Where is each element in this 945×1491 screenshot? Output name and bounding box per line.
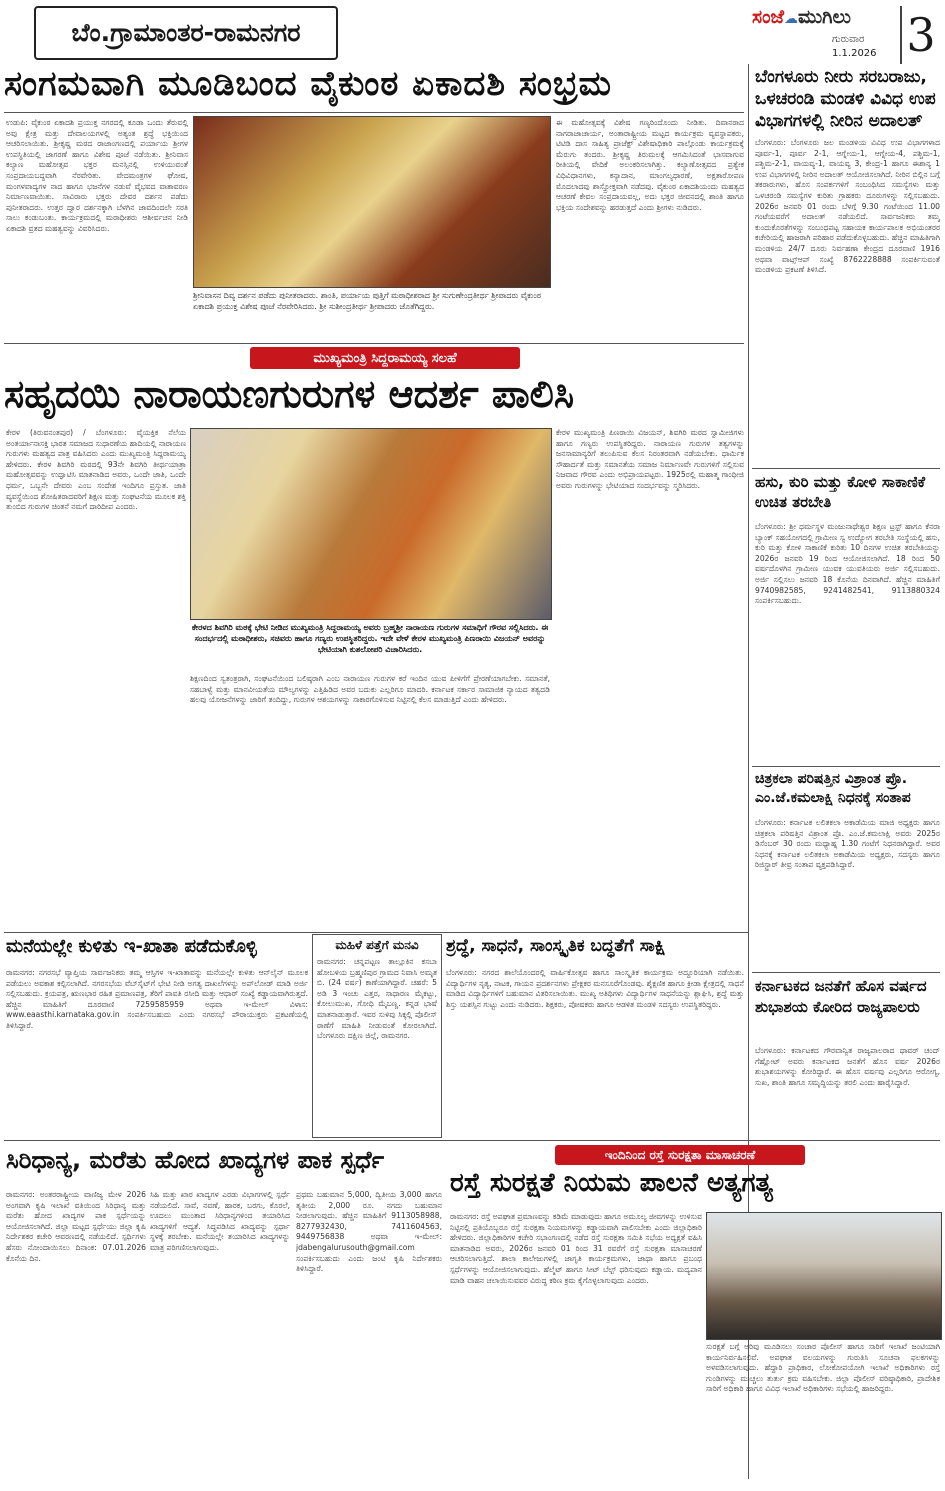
story1-caption: ಶ್ರೀನಿವಾಸನ ದಿವ್ಯ ದರ್ಶನ ಪಡೆದು ಪುನೀತರಾದರು. ಶಾಂತಿ, ಪರ್ಯಾಯ ಪುತ್ತಿಗೆ ಮಠಾಧೀಶರಾದ ಶ್ರೀ ಸುಗುಣೇಂದ್ರತೀರ್ಥ ಶ್ರೀಪಾದರು ವೈಕುಂಠ ಏಕಾದಶಿ ಪ್ರಯುಕ್ತ ವಿಶೇಷ ಪೂಜೆ ನೆರವೇರಿಸಿದರು. ಶ್ರೀ ಸುಶೀಂದ್ರತೀರ್ಥ ಶ್ರೀಪಾದರು ಜೊತೆಗಿದ್ದರು.: [193, 291, 541, 311]
story6-headline: ರಸ್ತೆ ಸುರಕ್ಷತೆ ನಿಯಮ ಪಾಲನೆ ಅತ್ಯಗತ್ಯ: [450, 1168, 773, 1198]
story5-col1: ರಾಮನಗರ: ಅಂತರರಾಷ್ಟ್ರೀಯ ವಾಣಿಜ್ಯ ಮೇಳ 2026 ಅಂಗವಾಗಿ ಕೃಷಿ ಇಲಾಖೆ ವತಿಯಿಂದ ಸಿರಿಧಾನ್ಯ ಮತ್ತು ಮರೆತು ಹೋದ ಖಾದ್ಯಗಳ ಪಾಕ ಸ್ಪರ್ಧೆಯನ್ನು ಆಯೋಜಿಸಲಾಗಿದೆ. ಜಿಲ್ಲಾ ಮಟ್ಟದ ಸ್ಪರ್ಧೆಯು ಜಿಲ್ಲಾ ಕೃಷಿ ನಿರ್ದೇಶಕರ ಕಚೇರಿ ಆವರಣದಲ್ಲಿ ನಡೆಯಲಿದೆ. ಸ್ಪರ್ಧಿಗಳು ಹೆಸರು ನೋಂದಾಯಿಸಲು ದಿನಾಂಕ: 07.01.2026 ಕೊನೆಯ ದಿನ.: [6, 1190, 146, 1263]
divider: [4, 1140, 940, 1141]
story1-headline: ಸಂಗಮವಾಗಿ ಮೂಡಿಬಂದ ವೈಕುಂಠ ಏಕಾದಶಿ ಸಂಭ್ರಮ: [4, 64, 612, 104]
box1-body: ರಾಮನಗರ: ಚನ್ನಪಟ್ಟಣ ತಾಲ್ಲೂಕಿನ ಕಸಬಾ ಹೋಬಳಿಯ ಬ್ರಹ್ಮಣಿಪುರ ಗ್ರಾಮದ ನಿವಾಸಿ ಅಮೃತ ಬಿ. (24 ವರ್ಷ) ಕಾಣೆಯಾಗಿದ್ದಾರೆ. ಚಹರೆ: 5 ಅಡಿ 3 ಇಂಚು ಎತ್ತರ, ಸಾಧಾರಣ ಮೈಕಟ್ಟು, ಕೋಲುಮುಖ, ಗೋಧಿ ಮೈಬಣ್ಣ. ಕನ್ನಡ ಭಾಷೆ ಮಾತನಾಡುತ್ತಾರೆ. ಇವರ ಸುಳಿವು ಸಿಕ್ಕಲ್ಲಿ ಪೊಲೀಸ್ ಠಾಣೆಗೆ ಮಾಹಿತಿ ನೀಡುವಂತೆ ಕೋರಲಾಗಿದೆ. ಬೆಂಗಳೂರು ದಕ್ಷಿಣ ಜಿಲ್ಲೆ, ರಾಮನಗರ.: [317, 957, 437, 1041]
story3-body: ರಾಮನಗರ: ನಗರಸಭೆ ವ್ಯಾಪ್ತಿಯ ಸಾರ್ವಜನಿಕರು ತಮ್ಮ ಆಸ್ತಿಗಳ ಇ-ಖಾತಾವನ್ನು ಮನೆಯಲ್ಲೇ ಕುಳಿತು ಆನ್‌ಲೈನ್ ಮೂಲಕ ಪಡೆಯಲು ಅವಕಾಶ ಕಲ್ಪಿಸಲಾಗಿದೆ. ನಗರಸಭೆಯ ವೆಬ್‌ಸೈಟ್‌ಗೆ ಭೇಟಿ ನೀಡಿ ಅಗತ್ಯ ದಾಖಲೆಗಳನ್ನು ಅಪ್‌ಲೋಡ್ ಮಾಡಿ ಅರ್ಜಿ ಸಲ್ಲಿಸಬಹುದು. ಕ್ರಯಪತ್ರ, ಋಣಭಾರ ರಹಿತ ಪ್ರಮಾಣಪತ್ರ, ತೆರಿಗೆ ಪಾವತಿ ರಸೀದಿ ಮತ್ತು ಆಧಾರ್ ಸಂಖ್ಯೆ ಕಡ್ಡಾಯವಾಗಿರುತ್ತದೆ. ಹೆಚ್ಚಿನ ಮಾಹಿತಿಗೆ ದೂರವಾಣಿ 7259585959 ಅಥವಾ ಇ-ಮೇಲ್ ವಿಳಾಸ: www.eaasthi.karnataka.gov.in ಸಂಪರ್ಕಿಸಬಹುದು ಎಂದು ನಗರಸಭೆ ಪೌರಾಯುಕ್ತರು ಪ್ರಕಟಣೆಯಲ್ಲಿ ತಿಳಿಸಿದ್ದಾರೆ.: [6, 968, 308, 1030]
story6-col2: ಸುರಕ್ಷತೆ ಬಗ್ಗೆ ಅರಿವು ಮೂಡಿಸಲು ಸಂಚಾರ ಪೊಲೀಸ್ ಹಾಗೂ ಸಾರಿಗೆ ಇಲಾಖೆ ಜಂಟಿಯಾಗಿ ಕಾರ್ಯನಿರ್ವಹಿಸಲಿವೆ. ಅಪಘಾತ ವಲಯಗಳನ್ನು ಗುರುತಿಸಿ ಸೂಚನಾ ಫಲಕಗಳನ್ನು ಅಳವಡಿಸಲಾಗುವುದು. ಹೆದ್ದಾರಿ ಪ್ರಾಧಿಕಾರ, ಲೋಕೋಪಯೋಗಿ ಇಲಾಖೆ ಅಧಿಕಾರಿಗಳು ರಸ್ತೆ ಗುಂಡಿಗಳನ್ನು ಮುಚ್ಚಲು ತುರ್ತು ಕ್ರಮ ವಹಿಸಬೇಕು. ಜಿಲ್ಲಾ ಪೊಲೀಸ್ ವರಿಷ್ಠಾಧಿಕಾರಿ, ಪ್ರಾದೇಶಿಕ ಸಾರಿಗೆ ಅಧಿಕಾರಿ ಹಾಗೂ ವಿವಿಧ ಇಲಾಖೆ ಅಧಿಕಾರಿಗಳು ಸಭೆಯಲ್ಲಿ ಹಾಜರಿದ್ದರು.: [706, 1342, 940, 1394]
sidebar4-headline: ಕರ್ನಾಟಕದ ಜನತೆಗೆ ಹೊಸ ವರ್ಷದ ಶುಭಾಶಯ ಕೋರಿದ ರಾಜ್ಯಪಾಲರು: [755, 977, 927, 1016]
divider: [4, 343, 744, 344]
divider: [752, 468, 940, 469]
story2-photo: [190, 428, 552, 620]
story1-col1: ಉಡುಪಿ: ವೈಕುಂಠ ಏಕಾದಶಿ ಪ್ರಯುಕ್ತ ನಗರದಲ್ಲಿ ಕೂಡಾ ಒಂದು ತೆರುವಲ್ಲಿ ಅವು ಕ್ಷೇತ್ರ ಮತ್ತು ದೇವಾಲಯಗಳಲ್ಲಿ ಅತ್ಯಂತ ಶ್ರದ್ಧೆ ಭಕ್ತಿಯಿಂದ ಆಚರಿಸಲಾಯಿತು. ಶ್ರೀಕೃಷ್ಣ ಮಠದ ರಾಜಾಂಗಣದಲ್ಲಿ ಪರ್ಯಾಯ ಶ್ರೀಗಳ ಉಪಸ್ಥಿತಿಯಲ್ಲಿ ಜಾಗರಣೆ ಹಾಗೂ ವಿಶೇಷ ಪೂಜೆ ನಡೆಯಿತು. ಶ್ರೀನಿವಾಸ ಕಲ್ಯಾಣ ಮಹೋತ್ಸವ ಭಕ್ತರ ಮನಸ್ಸಿನಲ್ಲಿ ಉಳಿಯುವಂತೆ ಸಂಪ್ರದಾಯಬದ್ಧವಾಗಿ ನೆರವೇರಿತು. ವೇದಮಂತ್ರಗಳ ಘೋಷ, ಮಂಗಳವಾದ್ಯಗಳ ನಾದ ಹಾಗೂ ಭಜನೆಗಳ ನಡುವೆ ವೈಭವದ ವಾತಾವರಣ ನಿರ್ಮಾಣವಾಯಿತು. ಸಾವಿರಾರು ಭಕ್ತರು ದೇವರ ದರ್ಶನ ಪಡೆದು ಪುನೀತರಾದರು. ಉತ್ತರ ದ್ವಾರ ದರ್ಶನಕ್ಕಾಗಿ ಬೆಳಗಿನ ಜಾವದಿಂದಲೇ ಸರತಿ ಸಾಲು ಕಂಡುಬಂತು. ಕಾರ್ಯಕ್ರಮದಲ್ಲಿ ಮಠಾಧೀಶರು ಆಶೀರ್ವಚನ ನೀಡಿ ಏಕಾದಶಿ ವ್ರತದ ಮಹತ್ವವನ್ನು ವಿವರಿಸಿದರು.: [6, 118, 188, 233]
story1-photo: [193, 116, 551, 288]
masthead-date: 1.1.2026: [832, 48, 877, 59]
story2-kicker: ಮುಖ್ಯಮಂತ್ರಿ ಸಿದ್ದರಾಮಯ್ಯ ಸಲಹೆ: [250, 347, 520, 369]
divider: [4, 932, 748, 933]
masthead-day: ಗುರುವಾರ: [832, 34, 865, 45]
masthead-name-a: ಸಂಜೆ: [752, 6, 785, 28]
divider: [752, 972, 940, 973]
section-tag: ಬೆಂ.ಗ್ರಾಮಾಂತರ-ರಾಮನಗರ: [34, 6, 338, 60]
box1: [312, 934, 442, 1138]
story2-photo-caption: ಕೇರಳದ ಶಿವಗಿರಿ ಮಠಕ್ಕೆ ಭೇಟಿ ನೀಡಿದ ಮುಖ್ಯಮಂತ್ರಿ ಸಿದ್ದರಾಮಯ್ಯ ಅವರು ಬ್ರಹ್ಮಶ್ರೀ ನಾರಾಯಣ ಗುರುಗಳ ಸಮಾಧಿಗೆ ಗೌರವ ಸಲ್ಲಿಸಿದರು. ಈ ಸಂದರ್ಭದಲ್ಲಿ ಮಠಾಧೀಶರು, ಸಚಿವರು ಹಾಗೂ ಗಣ್ಯರು ಉಪಸ್ಥಿತರಿದ್ದರು. ಇದೇ ವೇಳೆ ಕೇರಳ ಮುಖ್ಯಮಂತ್ರಿ ಪಿಣರಾಯಿ ವಿಜಯನ್ ಅವರನ್ನು ಭೇಟಿಯಾಗಿ ಕುಶಲೋಪರಿ ವಿಚಾರಿಸಿದರು.: [191, 623, 549, 654]
story5-headline: ಸಿರಿಧಾನ್ಯ, ಮರೆತು ಹೋದ ಖಾದ್ಯಗಳ ಪಾಕ ಸ್ಪರ್ಧೆ: [6, 1146, 385, 1174]
story6-col1: ರಾಮನಗರ: ರಸ್ತೆ ಅಪಘಾತ ಪ್ರಮಾಣವನ್ನು ಕಡಿಮೆ ಮಾಡುವುದು ಹಾಗೂ ಅಮೂಲ್ಯ ಜೀವಗಳನ್ನು ಉಳಿಸುವ ನಿಟ್ಟಿನಲ್ಲಿ ಪ್ರತಿಯೊಬ್ಬರೂ ರಸ್ತೆ ಸುರಕ್ಷತಾ ನಿಯಮಗಳನ್ನು ಕಡ್ಡಾಯವಾಗಿ ಪಾಲಿಸಬೇಕು ಎಂದು ಜಿಲ್ಲಾಧಿಕಾರಿ ಹೇಳಿದರು. ಜಿಲ್ಲಾಧಿಕಾರಿಗಳ ಕಚೇರಿ ಸಭಾಂಗಣದಲ್ಲಿ ನಡೆದ ರಸ್ತೆ ಸುರಕ್ಷತಾ ಸಮಿತಿ ಸಭೆಯ ಅಧ್ಯಕ್ಷತೆ ವಹಿಸಿ ಮಾತನಾಡಿದ ಅವರು, 2026ರ ಜನವರಿ 01 ರಿಂದ 31 ರವರೆಗೆ ರಸ್ತೆ ಸುರಕ್ಷತಾ ಮಾಸಾಚರಣೆ ಆಚರಿಸಲಾಗುತ್ತಿದೆ. ಶಾಲಾ ಕಾಲೇಜುಗಳಲ್ಲಿ ಜಾಗೃತಿ ಕಾರ್ಯಕ್ರಮಗಳು, ಜಾಥಾ ಹಾಗೂ ಪ್ರಬಂಧ ಸ್ಪರ್ಧೆಗಳನ್ನು ಆಯೋಜಿಸಲಾಗುವುದು. ಹೆಲ್ಮೆಟ್ ಹಾಗೂ ಸೀಟ್ ಬೆಲ್ಟ್ ಧರಿಸುವುದು ಕಡ್ಡಾಯ. ಮದ್ಯಪಾನ ಮಾಡಿ ವಾಹನ ಚಲಾಯಿಸುವವರ ವಿರುದ್ಧ ಕಠಿಣ ಕ್ರಮ ಕೈಗೊಳ್ಳಲಾಗುವುದು ಎಂದರು.: [450, 1212, 702, 1285]
divider: [4, 112, 744, 113]
cloud-icon: ☁: [784, 11, 799, 27]
masthead-name-b: ಮುಗಿಲು: [798, 6, 851, 28]
story1-col2: ಈ ಮಹೋತ್ಸವಕ್ಕೆ ವಿಶೇಷ ಗಣ್ಯರಿಂದೊಂದು ನೀಡಿತು. ದಿವಾನರಾದ ನಾಗರಾಜಾಚಾರ್ಯ, ಅಂತಾರಾಷ್ಟ್ರೀಯ ಮಟ್ಟದ ಕಾರ್ಯಕ್ರಮ ವ್ಯವಸ್ಥಾಪಕರು, ಟಿಟಿಡಿ ದಾಸ ಸಾಹಿತ್ಯ ಪ್ರಾಜೆಕ್ಟ್ ವಿಶೇಷಾಧಿಕಾರಿ ಪಾಲ್ಗೊಂಡು ಕಾರ್ಯಕ್ರಮಕ್ಕೆ ಮೆರುಗು ತಂದರು. ಶ್ರೀಕೃಷ್ಣ ತಿರುಮಲಕ್ಕೆ ಆಗಮಿಸಿದಂತೆ ಭಾಸವಾಗುವ ರೀತಿಯಲ್ಲಿ ವೇದಿಕೆ ಅಲಂಕರಿಸಲಾಗಿತ್ತು. ಕಲ್ಯಾಣೋತ್ಸವದ ಪ್ರತ್ಯೇಕ ವಿಧಿವಿಧಾನಗಳು, ಕನ್ಯಾದಾನ, ಮಾಂಗಲ್ಯಧಾರಣೆ, ಅಕ್ಷತಾರೋಪಣ ಮೊದಲಾದವು ಶಾಸ್ತ್ರೋಕ್ತವಾಗಿ ನಡೆದವು. ವೈಕುಂಠ ಏಕಾದಶಿಯಂದು ಮಹತ್ವದ ಆಚರಣೆ ಕೇವಲ ಸಂಪ್ರದಾಯವಲ್ಲ, ಅದು ಭಕ್ತರ ಜೀವನದಲ್ಲಿ ಶಾಂತಿ ಹಾಗೂ ಭಕ್ತಿಯ ಸಂದೇಶವನ್ನು ಹರಡುತ್ತದೆ ಎಂದು ಶ್ರೀಗಳು ನುಡಿದರು.: [556, 118, 744, 212]
story6-kicker: ಇಂದಿನಿಂದ ರಸ್ತೆ ಸುರಕ್ಷತಾ ಮಾಸಾಚರಣೆ: [555, 1145, 805, 1165]
masthead-logo: [752, 6, 851, 28]
story2-col3: ಕೇರಳ ಮುಖ್ಯಮಂತ್ರಿ ಪಿಣರಾಯಿ ವಿಜಯನ್, ಶಿವಗಿರಿ ಮಠದ ಸ್ವಾಮೀಜಿಗಳು ಹಾಗೂ ಗಣ್ಯರು ಉಪಸ್ಥಿತರಿದ್ದರು. ನಾರಾಯಣ ಗುರುಗಳ ತತ್ವಗಳನ್ನು ಜನಸಾಮಾನ್ಯರಿಗೆ ತಲುಪಿಸುವ ಕೆಲಸ ನಿರಂತರವಾಗಿ ನಡೆಯಬೇಕು. ಧಾರ್ಮಿಕ ಸೌಹಾರ್ದತೆ ಮತ್ತು ಸಮಾನತೆಯ ಸಮಾಜ ನಿರ್ಮಾಣವೇ ಗುರುಗಳಿಗೆ ಸಲ್ಲಿಸುವ ನಿಜವಾದ ಗೌರವ ಎಂದು ಅಭಿಪ್ರಾಯಪಟ್ಟರು. 1925ರಲ್ಲಿ ಮಹಾತ್ಮ ಗಾಂಧೀಜಿ ಅವರು ಗುರುಗಳನ್ನು ಭೇಟಿಯಾದ ಸಂದರ್ಭವನ್ನು ಸ್ಮರಿಸಿದರು.: [556, 428, 744, 490]
story6-photo: [706, 1212, 942, 1340]
sidebar4-body: ಬೆಂಗಳೂರು: ಕರ್ನಾಟಕದ ಗೌರವಾನ್ವಿತ ರಾಜ್ಯಪಾಲರಾದ ಥಾವರ್ ಚಂದ್ ಗೆಹ್ಲೋಟ್ ಅವರು ಕರ್ನಾಟಕದ ಜನತೆಗೆ ಹೊಸ ವರ್ಷ 2026ರ ಶುಭಾಶಯಗಳನ್ನು ಕೋರಿದ್ದಾರೆ. ಈ ಹೊಸ ವರ್ಷವು ಎಲ್ಲರಿಗೂ ಆರೋಗ್ಯ, ಸುಖ, ಶಾಂತಿ ಹಾಗೂ ಸಮೃದ್ಧಿಯನ್ನು ತರಲಿ ಎಂದು ಹಾರೈಸಿದ್ದಾರೆ.: [755, 1046, 940, 1087]
story2-col2: ಶಿಕ್ಷಣದಿಂದ ಸ್ವತಂತ್ರರಾಗಿ, ಸಂಘಟನೆಯಿಂದ ಬಲಿಷ್ಠರಾಗಿ ಎಂಬ ನಾರಾಯಣ ಗುರುಗಳ ಕರೆ ಇಂದಿನ ಯುವ ಪೀಳಿಗೆಗೆ ಪ್ರೇರಣೆಯಾಗಬೇಕು. ಸಮಾನತೆ, ಸಹಬಾಳ್ವೆ ಮತ್ತು ಮಾನವೀಯತೆಯ ಮೌಲ್ಯಗಳನ್ನು ಎತ್ತಿಹಿಡಿದ ಅವರ ಬದುಕು ಎಲ್ಲರಿಗೂ ಮಾದರಿ. ಕರ್ನಾಟಕ ಸರ್ಕಾರ ಸಾಮಾಜಿಕ ನ್ಯಾಯದ ತತ್ವದಡಿ ಹಲವು ಯೋಜನೆಗಳನ್ನು ಜಾರಿಗೆ ತಂದಿದ್ದು, ಗುರುಗಳ ಆಶಯಗಳನ್ನು ಸಾಕಾರಗೊಳಿಸುವ ನಿಟ್ಟಿನಲ್ಲಿ ಕೆಲಸ ಮಾಡುತ್ತಿದೆ ಎಂದು ಹೇಳಿದರು.: [190, 674, 550, 705]
sidebar1-headline: ಬೆಂಗಳೂರು ನೀರು ಸರಬರಾಜು, ಒಳಚರಂಡಿ ಮಂಡಳಿ ವಿವಿಧ ಉಪ ವಿಭಾಗಗಳಲ್ಲಿ ನೀರಿನ ಅದಾಲತ್: [755, 67, 936, 131]
masthead: [752, 6, 942, 66]
box1-headline: ಮಹಿಳೆ ಪತ್ತೆಗೆ ಮನವಿ: [335, 938, 419, 952]
sidebar1-body: ಬೆಂಗಳೂರು: ಬೆಂಗಳೂರು ಜಲ ಮಂಡಳಿಯ ವಿವಿಧ ಉಪ ವಿಭಾಗಗಳಾದ ಪೂರ್ವ-1, ಪೂರ್ವ 2-1, ಆಗ್ನೇಯ-1, ಆಗ್ನೇಯ-4, ಪಶ್ಚಿಮ-1, ಪಶ್ಚಿಮ-2-1, ವಾಯವ್ಯ-1, ವಾಯವ್ಯ 3, ಕೇಂದ್ರ-1 ಹಾಗೂ ಈಶಾನ್ಯ 1 ಉಪ ವಿಭಾಗಗಳಲ್ಲಿ ನೀರಿನ ಅದಾಲತ್ ಆಯೋಜಿಸಲಾಗಿದೆ. ನೀರಿನ ಬಿಲ್ಲಿನ ಬಗ್ಗೆ ತಕರಾರುಗಳು, ಹೊಸ ಸಂಪರ್ಕಗಳಿಗೆ ಸಂಬಂಧಿಸಿದ ಸಮಸ್ಯೆಗಳು ಮತ್ತು ಒಳಚರಂಡಿ ಸಮಸ್ಯೆಗಳ ಕುರಿತು ಗ್ರಾಹಕರು ದೂರುಗಳನ್ನು ಸಲ್ಲಿಸಬಹುದು. 2026ರ ಜನವರಿ 01 ರಂದು ಬೆಳಗ್ಗೆ 9.30 ಗಂಟೆಯಿಂದ 11.00 ಗಂಟೆಯವರೆಗೆ ಅದಾಲತ್ ನಡೆಯಲಿದೆ. ಸಾರ್ವಜನಿಕರು ತಮ್ಮ ಕುಂದುಕೊರತೆಗಳನ್ನು ಸಂಬಂಧಪಟ್ಟ ಸಹಾಯಕ ಕಾರ್ಯಪಾಲಕ ಅಭಿಯಂತರರ ಕಚೇರಿಯಲ್ಲಿ ಹಾಜರಾಗಿ ಪರಿಹಾರ ಪಡೆದುಕೊಳ್ಳಬಹುದು. ಹೆಚ್ಚಿನ ಮಾಹಿತಿಗಾಗಿ ಮಂಡಳಿಯ 24/7 ದೂರು ನಿರ್ವಹಣಾ ಕೇಂದ್ರದ ದೂರವಾಣಿ 1916 ಅಥವಾ ವಾಟ್ಸ್ಆಪ್ ಸಂಖ್ಯೆ 8762228888 ಸಂಪರ್ಕಿಸುವಂತೆ ಮಂಡಳಿಯ ಪ್ರಕಟಣೆ ತಿಳಿಸಿದೆ.: [755, 138, 940, 275]
story4-body: ಬೆಂಗಳೂರು: ನಗರದ ಶಾಲೆಯೊಂದರಲ್ಲಿ ವಾರ್ಷಿಕೋತ್ಸವ ಹಾಗೂ ಸಾಂಸ್ಕೃತಿಕ ಕಾರ್ಯಕ್ರಮ ಅದ್ದೂರಿಯಾಗಿ ನಡೆಯಿತು. ವಿದ್ಯಾರ್ಥಿಗಳ ನೃತ್ಯ, ನಾಟಕ, ಗಾಯನ ಪ್ರದರ್ಶನಗಳು ಪ್ರೇಕ್ಷಕರ ಮನಸೂರೆಗೊಂಡವು. ಶೈಕ್ಷಣಿಕ ಹಾಗೂ ಕ್ರೀಡಾ ಕ್ಷೇತ್ರದಲ್ಲಿ ಸಾಧನೆ ಮಾಡಿದ ವಿದ್ಯಾರ್ಥಿಗಳಿಗೆ ಬಹುಮಾನ ವಿತರಿಸಲಾಯಿತು. ಮುಖ್ಯ ಅತಿಥಿಗಳು ವಿದ್ಯಾರ್ಥಿಗಳ ಸಾಧನೆಯನ್ನು ಶ್ಲಾಘಿಸಿ, ಶ್ರದ್ಧೆ ಮತ್ತು ಶಿಸ್ತು ಯಶಸ್ಸಿನ ಗುಟ್ಟು ಎಂದು ನುಡಿದರು. ಶಿಕ್ಷಕರು, ಪೋಷಕರು ಹಾಗೂ ಆಡಳಿತ ಮಂಡಳಿ ಸದಸ್ಯರು ಉಪಸ್ಥಿತರಿದ್ದರು.: [446, 968, 744, 1009]
sidebar3-headline: ಚಿತ್ರಕಲಾ ಪರಿಷತ್ತಿನ ವಿಶ್ರಾಂತ ಪ್ರೊ. ಎಂ.ಜೆ.ಕಮಲಾಕ್ಷಿ ನಿಧನಕ್ಕೆ ಸಂತಾಪ: [755, 771, 911, 806]
page-number: 3: [900, 6, 940, 64]
story5-col3: ಪ್ರಥಮ ಬಹುಮಾನ 5,000, ದ್ವಿತೀಯ 3,000 ಹಾಗೂ ತೃತೀಯ 2,000 ರೂ. ನಗದು ಬಹುಮಾನ ನೀಡಲಾಗುವುದು. ಹೆಚ್ಚಿನ ಮಾಹಿತಿಗೆ 9113058988, 8277932430, 7411604563, 9449756838 ಅಥವಾ ಇ-ಮೇಲ್: jdabengalurusouth@gmail.com ಸಂಪರ್ಕಿಸಬಹುದು ಎಂದು ಜಂಟಿ ಕೃಷಿ ನಿರ್ದೇಶಕರು ತಿಳಿಸಿದ್ದಾರೆ.: [296, 1190, 442, 1274]
story3-headline: ಮನೆಯಲ್ಲೇ ಕುಳಿತು ಇ-ಖಾತಾ ಪಡೆದುಕೊಳ್ಳಿ: [6, 936, 257, 957]
story4-headline: ಶ್ರದ್ಧೆ, ಸಾಧನೆ, ಸಾಂಸ್ಕೃತಿಕ ಬದ್ಧತೆಗೆ ಸಾಕ್ಷಿ: [446, 936, 666, 956]
story5-col2: ಸಿಹಿ ಮತ್ತು ಖಾರ ಖಾದ್ಯಗಳ ಎರಡು ವಿಭಾಗಗಳಲ್ಲಿ ಸ್ಪರ್ಧೆ ನಡೆಯಲಿದೆ. ಸಾವೆ, ನವಣೆ, ಹಾರಕ, ಬರಗು, ಕೊರಲೆ, ಊದಲು ಮುಂತಾದ ಸಿರಿಧಾನ್ಯಗಳಿಂದ ತಯಾರಿಸಿದ ಖಾದ್ಯಗಳಿಗೆ ಆದ್ಯತೆ. ಸಿದ್ಧಪಡಿಸಿದ ಖಾದ್ಯವನ್ನು ಸ್ಪರ್ಧಾ ಸ್ಥಳಕ್ಕೆ ತರಬೇಕು. ಮನೆಯಲ್ಲೇ ತಯಾರಿಸಿದ ಖಾದ್ಯಗಳನ್ನು ಮಾತ್ರ ಪರಿಗಣಿಸಲಾಗುವುದು.: [150, 1190, 290, 1252]
story2-col1: ಕೇರಳ (ತಿರುವನಂತಪುರ) / ಬೆಂಗಳೂರು: ವೈಯಕ್ತಿಕ ನೆಲೆಯ ಅಂತರ್ಯಾನಾಸಕ್ತಿ ಭಾರತ ಸಮಾಜದ ಸುಧಾರಣೆಯ ಹಾದಿಯಲ್ಲಿ ನಾರಾಯಣ ಗುರುಗಳು ಮಹತ್ವದ ಪಾತ್ರ ವಹಿಸಿದರು ಎಂದು ಮುಖ್ಯಮಂತ್ರಿ ಸಿದ್ದರಾಮಯ್ಯ ಹೇಳಿದರು. ಕೇರಳ ಶಿವಗಿರಿ ಮಠದಲ್ಲಿ 93ನೇ ಶಿವಗಿರಿ ತೀರ್ಥಯಾತ್ರಾ ಮಹೋತ್ಸವವನ್ನು ಉದ್ಘಾಟಿಸಿ ಮಾತನಾಡಿದ ಅವರು, ಒಂದೇ ಜಾತಿ, ಒಂದೇ ಧರ್ಮ, ಒಬ್ಬನೇ ದೇವರು ಎಂಬ ಸಂದೇಶ ಇಂದಿಗೂ ಪ್ರಸ್ತುತ. ಜಾತಿ ವ್ಯವಸ್ಥೆಯಿಂದ ಶೋಷಿತರಾದವರಿಗೆ ಶಿಕ್ಷಣ ಮತ್ತು ಸಂಘಟನೆಯ ಮೂಲಕ ಶಕ್ತಿ ತುಂಬಿದ ಗುರುಗಳ ಚಿಂತನೆ ನಮಗೆ ದಾರಿದೀಪ ಎಂದರು.: [6, 428, 186, 512]
sidebar2-body: ಬೆಂಗಳೂರು: ಶ್ರೀ ಧರ್ಮಸ್ಥಳ ಮಂಜುನಾಥೇಶ್ವರ ಶಿಕ್ಷಣ ಟ್ರಸ್ಟ್ ಹಾಗೂ ಕೆನರಾ ಬ್ಯಾಂಕ್ ಸಹಯೋಗದಲ್ಲಿ ಗ್ರಾಮೀಣ ಸ್ವ ಉದ್ಯೋಗ ತರಬೇತಿ ಸಂಸ್ಥೆಯಲ್ಲಿ ಹಸು, ಕುರಿ ಮತ್ತು ಕೋಳಿ ಸಾಕಾಣಿಕೆ ಕುರಿತು 10 ದಿನಗಳ ಉಚಿತ ತರಬೇತಿಯನ್ನು 2026ರ ಜನವರಿ 19 ರಿಂದ ಆಯೋಜಿಸಲಾಗಿದೆ. 18 ರಿಂದ 50 ವರ್ಷದೊಳಗಿನ ಗ್ರಾಮೀಣ ಯುವಕ ಯುವತಿಯರು ಅರ್ಜಿ ಸಲ್ಲಿಸಬಹುದು. ಅರ್ಜಿ ಸಲ್ಲಿಸಲು ಜನವರಿ 18 ಕೊನೆಯ ದಿನವಾಗಿದೆ. ಹೆಚ್ಚಿನ ಮಾಹಿತಿಗೆ 9740982585, 9241482541, 9113880324 ಸಂಪರ್ಕಿಸಬಹುದು.: [755, 522, 940, 606]
sidebar2-headline: ಹಸು, ಕುರಿ ಮತ್ತು ಕೋಳಿ ಸಾಕಾಣಿಕೆ ಉಚಿತ ತರಬೇತಿ: [755, 473, 926, 511]
story2-headline: ಸಹೃದಯಿ ನಾರಾಯಣಗುರುಗಳ ಆದರ್ಶ ಪಾಲಿಸಿ: [4, 372, 575, 416]
sidebar3-body: ಬೆಂಗಳೂರು: ಕರ್ನಾಟಕ ಲಲಿತಕಲಾ ಅಕಾಡೆಮಿಯ ಮಾಜಿ ಅಧ್ಯಕ್ಷರು ಹಾಗೂ ಚಿತ್ರಕಲಾ ಪರಿಷತ್ತಿನ ವಿಶ್ರಾಂತ ಪ್ರೊ. ಎಂ.ಜೆ.ಕಮಲಾಕ್ಷಿ ಅವರು 2025ರ ಡಿಸೆಂಬರ್ 30 ರಂದು ಮಧ್ಯಾಹ್ನ 1.30 ಗಂಟೆಗೆ ನಿಧನರಾಗಿದ್ದಾರೆ. ಅವರ ನಿಧನಕ್ಕೆ ಕರ್ನಾಟಕ ಲಲಿತಕಲಾ ಅಕಾಡೆಮಿಯ ಅಧ್ಯಕ್ಷರು, ಸದಸ್ಯರು ಹಾಗೂ ರಿಜಿಸ್ಟ್ರಾರ್ ತೀವ್ರ ಸಂತಾಪ ವ್ಯಕ್ತಪಡಿಸಿದ್ದಾರೆ.: [755, 818, 940, 870]
divider: [752, 766, 940, 767]
